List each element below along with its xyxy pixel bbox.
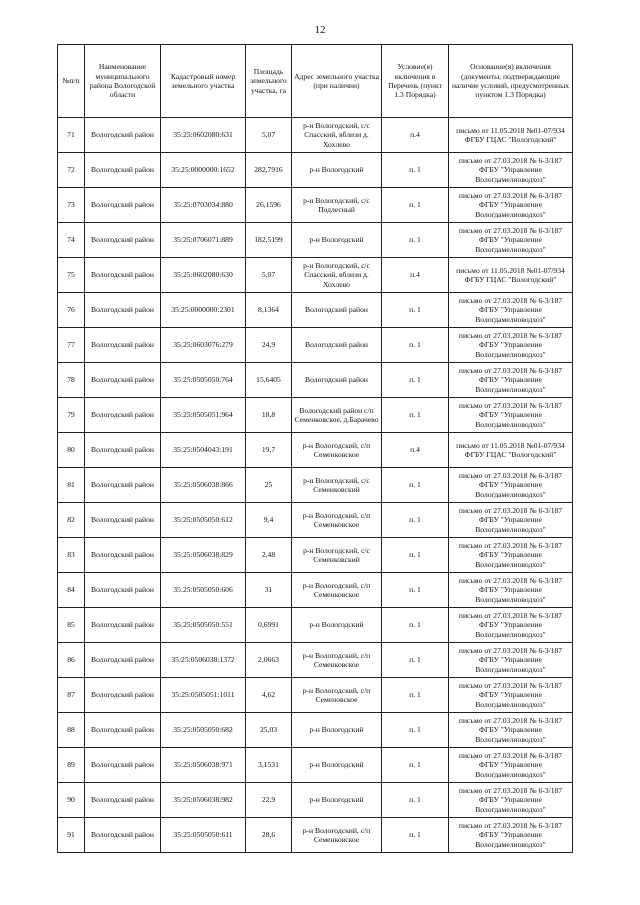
- cell-address: Вологодский район: [292, 293, 382, 328]
- cell-address: р-н Вологодский, с/с Семенковский: [292, 468, 382, 503]
- cell-area: 3,1531: [246, 748, 292, 783]
- header-number: №п/п: [58, 45, 85, 118]
- cell-cadastral-number: 35:25:0505050:764: [161, 363, 246, 398]
- cell-cadastral-number: 35:25:0506038:1372: [161, 643, 246, 678]
- cell-number: 90: [58, 783, 85, 818]
- cell-area: 4,62: [246, 678, 292, 713]
- cell-area: 5,07: [246, 118, 292, 153]
- cell-number: 71: [58, 118, 85, 153]
- cell-number: 79: [58, 398, 85, 433]
- table-row: [58, 188, 573, 223]
- cell-condition: п. 1: [382, 573, 449, 608]
- cell-cadastral-number: 35:25:0000000:2301: [161, 293, 246, 328]
- cell-address: Вологодский район с/п Семенковское, д.Барачево: [292, 398, 382, 433]
- cell-number: 78: [58, 363, 85, 398]
- cell-district: Вологодский район: [85, 293, 161, 328]
- cell-district: Вологодский район: [85, 503, 161, 538]
- table-row: [58, 818, 573, 853]
- cell-condition: п. 1: [382, 748, 449, 783]
- cell-cadastral-number: 35:25:0505050:606: [161, 573, 246, 608]
- cell-basis: письмо от 27.03.2018 № 6-3/187 ФГБУ "Управление Вологдамелиоводхоз": [449, 678, 573, 713]
- cell-district: Вологодский район: [85, 608, 161, 643]
- cell-district: Вологодский район: [85, 573, 161, 608]
- cell-address: р-н Вологодский, с/п Семенковское: [292, 503, 382, 538]
- cell-basis: письмо от 11.05.2018 №01-07/934 ФГБУ ГЦАС "Вологодский": [449, 433, 573, 468]
- cell-number: 73: [58, 188, 85, 223]
- cell-condition: п.4: [382, 258, 449, 293]
- cell-cadastral-number: 35:25:0506038:971: [161, 748, 246, 783]
- cell-condition: п. 1: [382, 153, 449, 188]
- cell-area: 8,1364: [246, 293, 292, 328]
- cell-condition: п. 1: [382, 503, 449, 538]
- table-row: [58, 153, 573, 188]
- cell-condition: п. 1: [382, 223, 449, 258]
- cell-area: 26,1596: [246, 188, 292, 223]
- cell-area: 0,6991: [246, 608, 292, 643]
- cell-district: Вологодский район: [85, 153, 161, 188]
- cell-area: 282,7916: [246, 153, 292, 188]
- cell-address: р-н Вологодский: [292, 713, 382, 748]
- cell-address: Вологодский район: [292, 328, 382, 363]
- cell-number: 72: [58, 153, 85, 188]
- cell-address: р-н Вологодский: [292, 608, 382, 643]
- cell-cadastral-number: 35:25:0703034:880: [161, 188, 246, 223]
- cell-basis: письмо от 27.03.2018 № 6-3/187 ФГБУ "Управление Вологдамелиоводхоз": [449, 293, 573, 328]
- cell-basis: письмо от 27.03.2018 № 6-3/187 ФГБУ "Управление Вологдамелиоводхоз": [449, 153, 573, 188]
- cell-cadastral-number: 35:25:0706071:889: [161, 223, 246, 258]
- cell-area: 2,48: [246, 538, 292, 573]
- cell-area: 9,4: [246, 503, 292, 538]
- cell-cadastral-number: 35:25:0506038:866: [161, 468, 246, 503]
- cell-number: 77: [58, 328, 85, 363]
- cell-basis: письмо от 11.05.2018 №01-07/934 ФГБУ ГЦАС "Вологодский": [449, 258, 573, 293]
- cell-condition: п. 1: [382, 363, 449, 398]
- table-row: [58, 608, 573, 643]
- cell-basis: письмо от 27.03.2018 № 6-3/187 ФГБУ "Управление Вологдамелиоводхоз": [449, 573, 573, 608]
- cell-number: 75: [58, 258, 85, 293]
- cell-district: Вологодский район: [85, 328, 161, 363]
- cell-number: 87: [58, 678, 85, 713]
- page-number: 12: [314, 24, 326, 36]
- cell-area: 24,9: [246, 328, 292, 363]
- cell-cadastral-number: 35:25:0000000:1652: [161, 153, 246, 188]
- cell-area: 25: [246, 468, 292, 503]
- cell-cadastral-number: 35:25:0506038:829: [161, 538, 246, 573]
- cell-district: Вологодский район: [85, 678, 161, 713]
- cell-address: р-н Вологодский: [292, 748, 382, 783]
- cell-area: 18,8: [246, 398, 292, 433]
- cell-area: 22,9: [246, 783, 292, 818]
- header-district: Наименование муниципального района Вологодской области: [85, 45, 161, 118]
- cell-condition: п. 1: [382, 293, 449, 328]
- cell-number: 84: [58, 573, 85, 608]
- cell-condition: п. 1: [382, 328, 449, 363]
- cell-basis: письмо от 27.03.2018 № 6-3/187 ФГБУ "Управление Вологдамелиоводхоз": [449, 608, 573, 643]
- cell-basis: письмо от 27.03.2018 № 6-3/187 ФГБУ "Управление Вологдамелиоводхоз": [449, 643, 573, 678]
- cell-number: 85: [58, 608, 85, 643]
- table-row: [58, 328, 573, 363]
- table-row: [58, 433, 573, 468]
- cell-address: р-н Вологодский, с/п Семенковское: [292, 573, 382, 608]
- header-cadastral-number: Кадастровый номер земельного участка: [161, 45, 246, 118]
- cell-cadastral-number: 35:25:0505050:682: [161, 713, 246, 748]
- cell-number: 91: [58, 818, 85, 853]
- cell-address: р-н Вологодский: [292, 223, 382, 258]
- header-condition: Условие(я) включения в Перечень (пункт 1.3 Порядка): [382, 45, 449, 118]
- cell-district: Вологодский район: [85, 468, 161, 503]
- cell-condition: п. 1: [382, 678, 449, 713]
- table-row: [58, 748, 573, 783]
- cell-number: 89: [58, 748, 85, 783]
- cell-condition: п. 1: [382, 608, 449, 643]
- cell-address: р-н Вологодский, с/п Семеновское: [292, 678, 382, 713]
- header-area: Площадь земельного участка, га: [246, 45, 292, 118]
- header-address: Адрес земельного участка (при наличии): [292, 45, 382, 118]
- cell-number: 81: [58, 468, 85, 503]
- cell-district: Вологодский район: [85, 783, 161, 818]
- cell-address: р-н Вологодский, с/с Спасский, вблизи д. Хохлево: [292, 258, 382, 293]
- cell-district: Вологодский район: [85, 258, 161, 293]
- cell-basis: письмо от 27.03.2018 № 6-3/187 ФГБУ "Управление Вологдамелиоводхоз": [449, 328, 573, 363]
- table-row: [58, 713, 573, 748]
- cell-address: р-н Вологодский, с/п Семенковское: [292, 643, 382, 678]
- cell-condition: п.4: [382, 118, 449, 153]
- cell-basis: письмо от 27.03.2018 № 6-3/187 ФГБУ "Управление Вологдамелиоводхоз": [449, 748, 573, 783]
- cell-basis: письмо от 27.03.2018 № 6-3/187 ФГБУ "Управление Вологдамелиоводхоз": [449, 538, 573, 573]
- cell-district: Вологодский район: [85, 433, 161, 468]
- cell-district: Вологодский район: [85, 748, 161, 783]
- table-row: [58, 363, 573, 398]
- table-row: [58, 538, 573, 573]
- cell-area: 5,07: [246, 258, 292, 293]
- cell-cadastral-number: 35:25:0505050:612: [161, 503, 246, 538]
- cell-basis: письмо от 27.03.2018 № 6-3/187 ФГБУ "Управление Вологдамелиоводхоз": [449, 398, 573, 433]
- cell-district: Вологодский район: [85, 223, 161, 258]
- table-row: [58, 503, 573, 538]
- cell-address: р-н Вологодский: [292, 783, 382, 818]
- table-row: [58, 573, 573, 608]
- cell-area: 2,0663: [246, 643, 292, 678]
- header-basis: Основание(я) включения (документы, подтверждающие наличие условий, предусмотренных пунктом 1.3 Порядка): [449, 45, 573, 118]
- table-row: [58, 293, 573, 328]
- cell-condition: п. 1: [382, 538, 449, 573]
- cell-basis: письмо от 27.03.2018 № 6-3/187 ФГБУ "Управление Вологдамелиоводхоз": [449, 363, 573, 398]
- cell-basis: письмо от 27.03.2018 № 6-3/187 ФГБУ "Управление Вологдамелиоводхоз": [449, 818, 573, 853]
- table-row: [58, 468, 573, 503]
- cell-district: Вологодский район: [85, 398, 161, 433]
- cell-district: Вологодский район: [85, 363, 161, 398]
- cell-area: 182,5199: [246, 223, 292, 258]
- cell-basis: письмо от 27.03.2018 № 6-3/187 ФГБУ "Управление Вологдамелиоводхоз": [449, 468, 573, 503]
- cell-cadastral-number: 35:25:0505050:611: [161, 818, 246, 853]
- land-plot-registry-table: [57, 44, 573, 853]
- cell-address: р-н Вологодский, с/с Семенковский: [292, 538, 382, 573]
- cell-district: Вологодский район: [85, 643, 161, 678]
- cell-condition: п. 1: [382, 783, 449, 818]
- cell-cadastral-number: 35:25:0603076:279: [161, 328, 246, 363]
- cell-area: 19,7: [246, 433, 292, 468]
- cell-address: р-н Вологодский, с/п Семенковское: [292, 818, 382, 853]
- cell-number: 86: [58, 643, 85, 678]
- cell-address: р-н Вологодский, с/с Спасский, вблизи д. Хохлево: [292, 118, 382, 153]
- cell-number: 74: [58, 223, 85, 258]
- cell-area: 31: [246, 573, 292, 608]
- cell-basis: письмо от 27.03.2018 № 6-3/187 ФГБУ "Управление Вологдамелиоводхоз": [449, 223, 573, 258]
- cell-cadastral-number: 35:25:0602080:631: [161, 118, 246, 153]
- cell-cadastral-number: 35:25:0506038:982: [161, 783, 246, 818]
- cell-condition: п. 1: [382, 468, 449, 503]
- cell-condition: п.4: [382, 433, 449, 468]
- cell-number: 88: [58, 713, 85, 748]
- cell-area: 25,03: [246, 713, 292, 748]
- cell-district: Вологодский район: [85, 713, 161, 748]
- table-row: [58, 678, 573, 713]
- cell-district: Вологодский район: [85, 538, 161, 573]
- cell-basis: письмо от 27.03.2018 № 6-3/187 ФГБУ "Управление Вологдамелиоводхоз": [449, 713, 573, 748]
- cell-address: р-н Вологодский, с/п Семенковское: [292, 433, 382, 468]
- cell-number: 82: [58, 503, 85, 538]
- cell-area: 15,6405: [246, 363, 292, 398]
- cell-address: р-н Вологодский, с/с Подлесный: [292, 188, 382, 223]
- cell-cadastral-number: 35:25:0505051:1011: [161, 678, 246, 713]
- cell-condition: п. 1: [382, 713, 449, 748]
- cell-cadastral-number: 35:25:0602080:630: [161, 258, 246, 293]
- cell-condition: п. 1: [382, 643, 449, 678]
- cell-number: 76: [58, 293, 85, 328]
- cell-number: 80: [58, 433, 85, 468]
- cell-area: 28,6: [246, 818, 292, 853]
- cell-basis: письмо от 27.03.2018 № 6-3/187 ФГБУ "Управление Вологдамелиоводхоз": [449, 503, 573, 538]
- cell-basis: письмо от 27.03.2018 № 6-3/187 ФГБУ "Управление Вологдамелиоводхоз": [449, 188, 573, 223]
- table-row: [58, 643, 573, 678]
- cell-cadastral-number: 35:25:0505051:964: [161, 398, 246, 433]
- cell-address: Вологодский район: [292, 363, 382, 398]
- cell-cadastral-number: 35:25:0505050:551: [161, 608, 246, 643]
- table-row: [58, 783, 573, 818]
- cell-condition: п. 1: [382, 398, 449, 433]
- cell-district: Вологодский район: [85, 118, 161, 153]
- table-row: [58, 258, 573, 293]
- cell-number: 83: [58, 538, 85, 573]
- table-row: [58, 398, 573, 433]
- table-row: [58, 223, 573, 258]
- cell-condition: п. 1: [382, 188, 449, 223]
- cell-cadastral-number: 35:25:0504043:191: [161, 433, 246, 468]
- cell-district: Вологодский район: [85, 818, 161, 853]
- cell-condition: п. 1: [382, 818, 449, 853]
- table-row: [58, 118, 573, 153]
- cell-address: р-н Вологодский: [292, 153, 382, 188]
- table-header-row: [58, 45, 573, 118]
- cell-district: Вологодский район: [85, 188, 161, 223]
- cell-basis: письмо от 11.05.2018 №01-07/934 ФГБУ ГЦАС "Вологодский": [449, 118, 573, 153]
- cell-basis: письмо от 27.03.2018 № 6-3/187 ФГБУ "Управление Вологдамелиоводхоз": [449, 783, 573, 818]
